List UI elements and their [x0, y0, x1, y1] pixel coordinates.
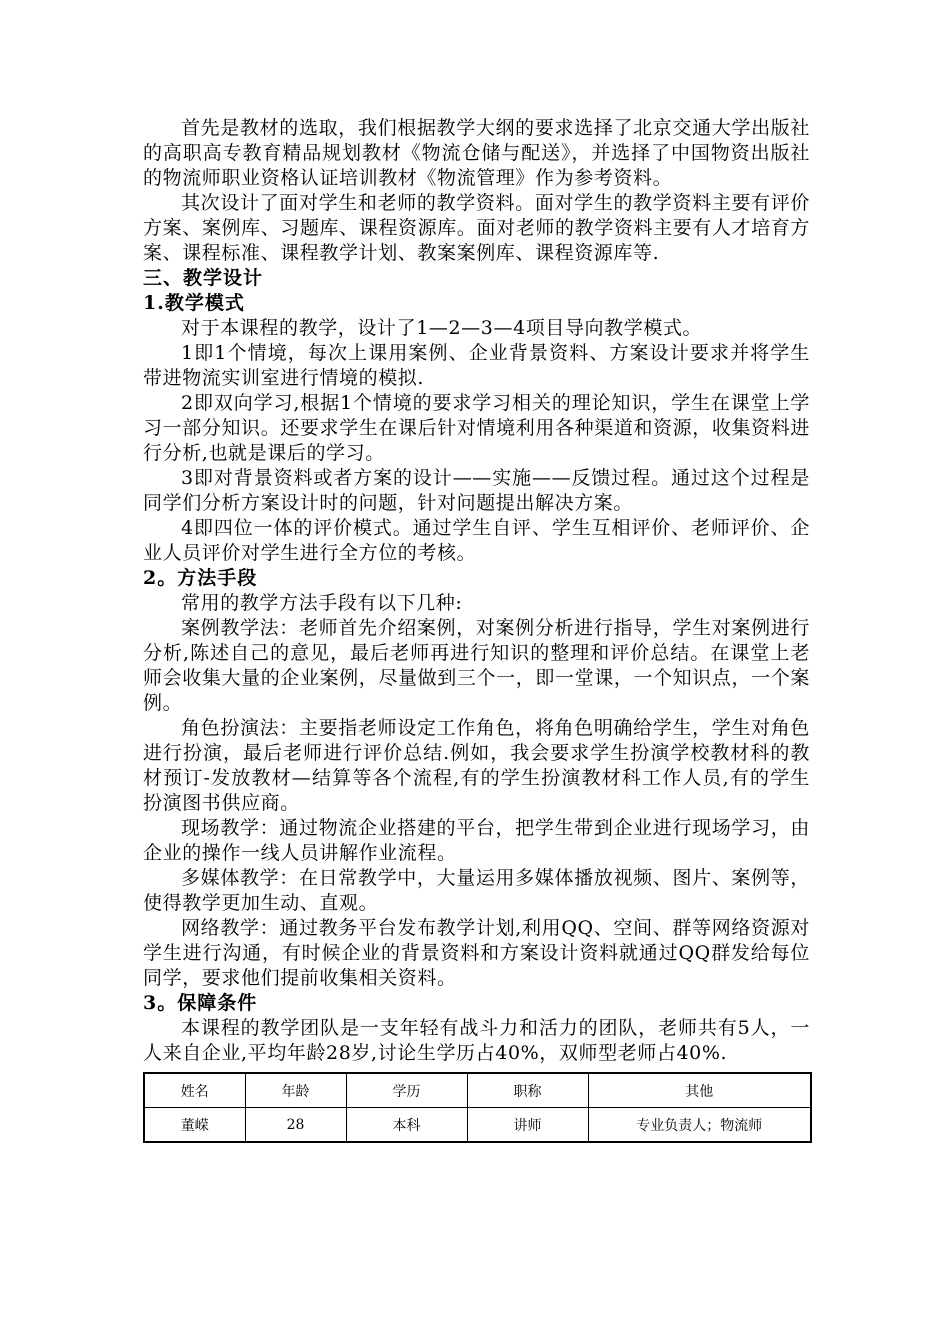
table-cell: 28	[245, 1108, 346, 1143]
paragraph-textbook-selection: 首先是教材的选取，我们根据教学大纲的要求选择了北京交通大学出版社的高职高专教育精品规划教材《物流仓储与配送》，并选择了中国物资出版社的物流师职业资格认证培训教材《物流管理》作为参考资料。	[143, 117, 810, 189]
table-cell: 专业负责人；物流师	[588, 1108, 811, 1143]
paragraph-network-teaching: 网络教学：通过教务平台发布教学计划,利用QQ、空间、群等网络资源对学生进行沟通，有时候企业的背景资料和方案设计资料就通过QQ群发给每位同学，要求他们提前收集相关资料。	[143, 917, 810, 989]
table-cell: 本科	[346, 1108, 467, 1143]
subsection-heading-methods: 2。方法手段	[143, 567, 258, 589]
table-header-cell: 姓名	[144, 1073, 245, 1108]
paragraph-mode-intro: 对于本课程的教学，设计了1—2—3—4项目导向教学模式。	[181, 317, 703, 339]
paragraph-multimedia: 多媒体教学：在日常教学中，大量运用多媒体播放视频、图片、案例等，使得教学更加生动、直观。	[143, 867, 810, 914]
subsection-heading-teaching-mode: 1.教学模式	[143, 292, 245, 314]
table-row	[144, 1108, 811, 1143]
table-cell: 董嵘	[144, 1108, 245, 1143]
document-page	[143, 116, 810, 1143]
paragraph-onsite-teaching: 现场教学：通过物流企业搭建的平台，把学生带到企业进行现场学习，由企业的操作一线人员讲解作业流程。	[143, 817, 810, 864]
paragraph-teaching-materials: 其次设计了面对学生和老师的教学资料。面对学生的教学资料主要有评价方案、案例库、习题库、课程资源库。面对老师的教学资料主要有人才培育方案、课程标准、课程教学计划、教案案例库、课程资源库等.	[143, 192, 810, 264]
paragraph-methods-intro: 常用的教学方法手段有以下几种:	[181, 592, 463, 614]
paragraph-role-play: 角色扮演法：主要指老师设定工作角色，将角色明确给学生，学生对角色进行扮演，最后老师进行评价总结.例如，我会要求学生扮演学校教材科的教材预订-发放教材—结算等各个流程,有的学生扮演教材科工作人员,有的学生扮演图书供应商。	[143, 717, 810, 814]
table-header-row	[144, 1073, 811, 1108]
paragraph-mode-3: 3即对背景资料或者方案的设计——实施——反馈过程。通过这个过程是同学们分析方案设计时的问题，针对问题提出解决方案。	[143, 467, 810, 514]
paragraph-mode-4: 4即四位一体的评价模式。通过学生自评、学生互相评价、老师评价、企业人员评价对学生进行全方位的考核。	[143, 517, 810, 564]
section-heading-teaching-design: 三、教学设计	[143, 267, 264, 289]
subsection-heading-conditions: 3。保障条件	[143, 992, 258, 1014]
table-header-cell: 学历	[346, 1073, 467, 1108]
table-header-cell: 职称	[467, 1073, 588, 1108]
paragraph-case-method: 案例教学法：老师首先介绍案例，对案例分析进行指导，学生对案例进行分析,陈述自己的意见，最后老师再进行知识的整理和评价总结。在课堂上老师会收集大量的企业案例，尽量做到三个一，即一堂课，一个知识点，一个案例。	[143, 617, 810, 714]
staff-table	[143, 1072, 812, 1143]
table-header-cell: 其他	[588, 1073, 811, 1108]
table-header-cell: 年龄	[245, 1073, 346, 1108]
paragraph-team: 本课程的教学团队是一支年轻有战斗力和活力的团队，老师共有5人，一人来自企业,平均年龄28岁,讨论生学历占40%，双师型老师占40%.	[143, 1017, 810, 1064]
paragraph-mode-2: 2即双向学习,根据1个情境的要求学习相关的理论知识，学生在课堂上学习一部分知识。还要求学生在课后针对情境利用各种渠道和资源，收集资料进行分析,也就是课后的学习。	[143, 392, 810, 464]
paragraph-mode-1: 1即1个情境，每次上课用案例、企业背景资料、方案设计要求并将学生带进物流实训室进行情境的模拟.	[143, 342, 810, 389]
table-cell: 讲师	[467, 1108, 588, 1143]
